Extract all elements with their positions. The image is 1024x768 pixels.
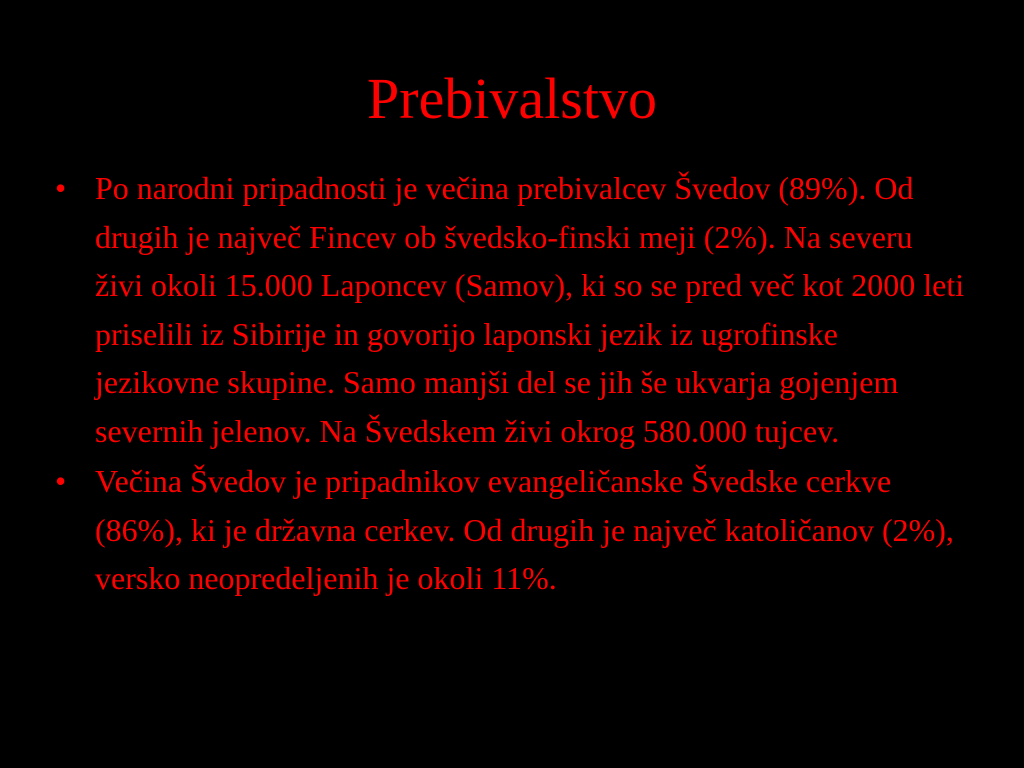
bullet-item — [55, 164, 965, 455]
bullet-marker: • — [55, 170, 67, 206]
bullet-item — [55, 457, 965, 603]
slide-title: Prebivalstvo — [367, 66, 657, 131]
bullet-marker: • — [55, 463, 67, 499]
bullet-list — [55, 164, 965, 605]
bullet-text: Po narodni pripadnosti je večina prebivalcev Švedov (89%). Od drugih je največ Fincev ob švedsko-finski meji (2%). Na severu živi okoli 15.000 Laponcev (Samov), ki so se pred več kot 2000 leti priselili iz Sibirije in govorijo laponski jezik iz ugrofinske jezikovne skupine. Samo manjši del se jih še ukvarja gojenjem severnih jelenov. Na Švedskem živi okrog 580.000 tujcev. — [95, 170, 965, 449]
bullet-text: Večina Švedov je pripadnikov evangeličanske Švedske cerkve (86%), ki je državna cerkev. Od drugih je največ katoličanov (2%), versko neopredeljenih je okoli 11%. — [95, 463, 954, 596]
